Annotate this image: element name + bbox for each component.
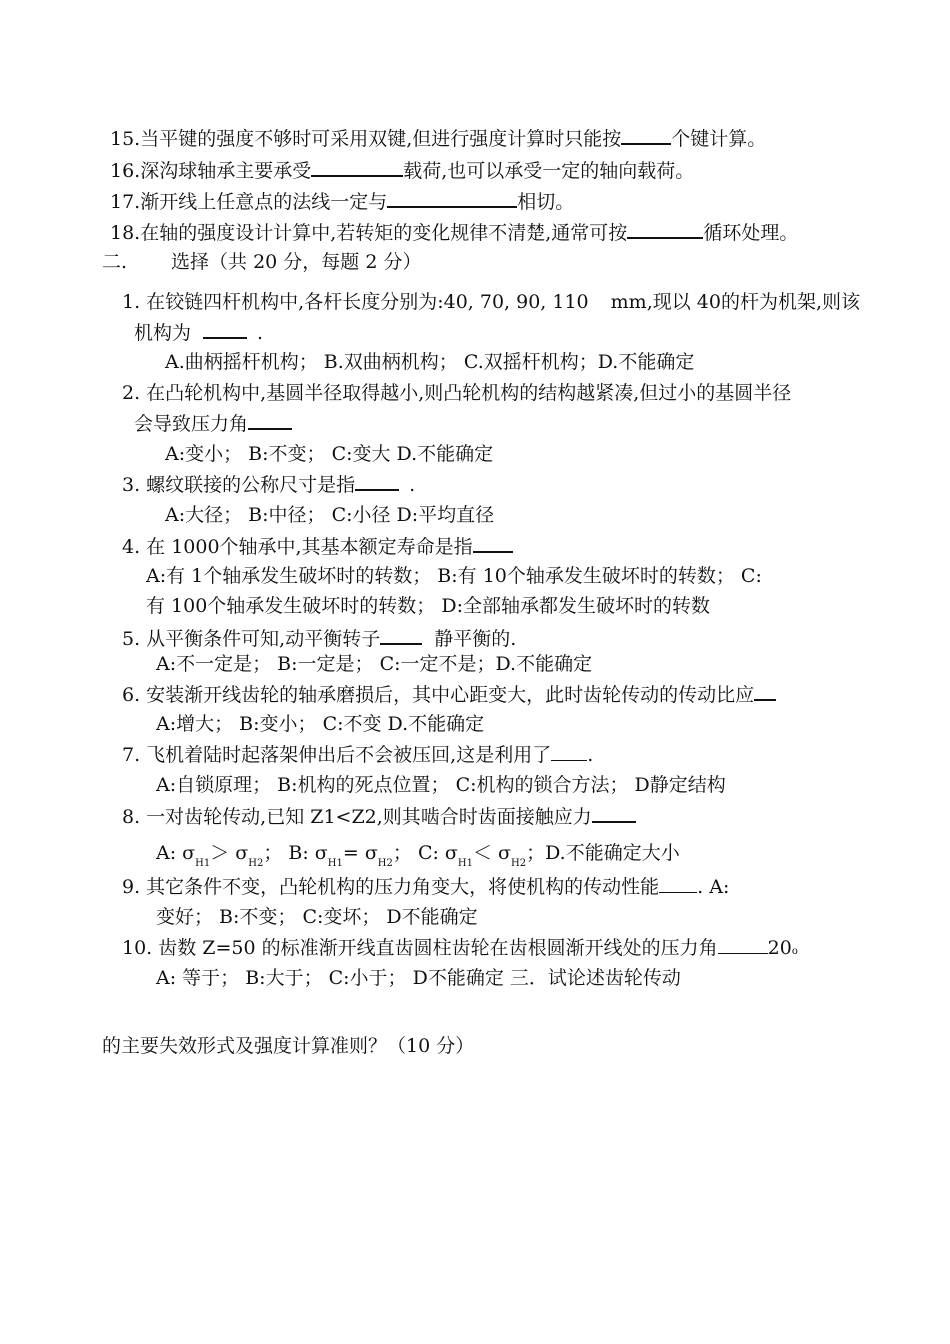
answer-blank[interactable] [355, 472, 399, 491]
subscript: H1 [457, 858, 473, 869]
question-text: 20 [767, 937, 792, 959]
answer-blank[interactable] [592, 804, 636, 823]
question-text: 会导致压力角 [134, 413, 249, 435]
question-17 [110, 189, 574, 214]
answer-blank[interactable] [627, 220, 703, 239]
question-text: 10. 齿数 Z=50 的标准渐开线直齿圆柱齿轮在齿根圆渐开线处的压力角 [122, 937, 718, 959]
question-text: 5. 从平衡条件可知,动平衡转子 [122, 628, 381, 650]
relation: ＜ σ [472, 842, 511, 864]
option-list: A:自锁原理； B:机构的死点位置； C:机构的锁合方法； D静定结构 [156, 774, 726, 796]
subscript: H2 [248, 858, 264, 869]
answer-blank[interactable] [718, 936, 768, 954]
question-16 [110, 158, 694, 183]
question-3-options [165, 503, 494, 527]
question-text: 15.当平键的强度不够时可采用双键,但进行强度计算时只能按 [110, 128, 622, 150]
answer-blank[interactable] [659, 875, 697, 893]
answer-blank[interactable] [551, 743, 587, 761]
question-text: 循环处理。 [703, 222, 799, 244]
subscript: H2 [377, 858, 393, 869]
question-10 [122, 936, 798, 964]
option-list: A:有 1个轴承发生破坏时的转数； B:有 10个轴承发生破坏时的转数； C: [146, 565, 762, 587]
question-text: 静平衡的. [434, 628, 517, 650]
subscript: H2 [511, 858, 527, 869]
option-list: A:大径； B:中径； C:小径 D:平均直径 [165, 504, 495, 526]
option-list: 有 100个轴承发生破坏时的转数； D:全部轴承都发生破坏时的转数 [146, 595, 710, 617]
question-4-options-1 [146, 564, 762, 588]
question-5-options [156, 652, 592, 676]
option-b: B: σ [288, 842, 328, 864]
question-2-options [165, 442, 493, 466]
question-text: 载荷,也可以承受一定的轴向载荷。 [403, 160, 695, 182]
question-text: 6. 安装渐开线齿轮的轴承磨损后，其中心距变大，此时齿轮传动的传动比应 [122, 684, 755, 706]
question-4 [122, 534, 513, 559]
subscript: H1 [327, 858, 343, 869]
question-5 [122, 626, 516, 651]
question-text: 相切。 [517, 191, 575, 213]
question-text: 18.在轴的强度设计计算中,若转矩的变化规律不清楚,通常可按 [110, 222, 628, 244]
option-d: D.不能确定大小 [545, 842, 680, 864]
question-2-line-2 [134, 411, 292, 436]
question-text: 9. 其它条件不变，凸轮机构的压力角变大，将使机构的传动性能 [122, 876, 660, 898]
answer-blank[interactable] [387, 189, 517, 208]
question-7: 7. 飞机着陆时起落架伸出后不会被压回,这是利用了 . [122, 744, 594, 766]
question-8-options: A: $\sigma_{H1}> \sigma_{H2}$； B: $\sigma_{H1}= \sigma_{H2}$； C: $\sigma_{H1}< \sigma_{H2}$；D.不能确定大小 [156, 842, 680, 869]
question-text: 现以 40的杆为机架,则该 [652, 291, 860, 313]
option-c: C: σ [417, 842, 458, 864]
question-4-options-2 [146, 594, 710, 618]
question-1-line-2 [134, 320, 263, 345]
option-a: A: σ [156, 842, 196, 864]
answer-blank[interactable] [311, 158, 403, 177]
question-text: 16.深沟球轴承主要承受 [110, 160, 312, 182]
question-text: 4. 在 1000个轴承中,其基本额定寿命是指 [122, 536, 473, 558]
option-list: A:增大； B:变小； C:不变 D.不能确定 [156, 713, 485, 735]
question-10-options [156, 966, 681, 990]
question-1 [122, 290, 860, 314]
degree-mark: o [791, 946, 798, 957]
question-text: 8. 一对齿轮传动,已知 Z1<Z2,则其啮合时齿面接触应力 [122, 806, 592, 828]
question-6-options [156, 712, 484, 736]
answer-blank[interactable] [621, 126, 671, 145]
section-number: 二. [102, 251, 128, 273]
option-list: A:不一定是； B:一定是； C:一定不是；D.不能确定 [156, 653, 593, 675]
answer-blank[interactable] [380, 626, 422, 645]
question-6 [122, 682, 776, 707]
question-18 [110, 220, 798, 245]
question-text: 个键计算。 [671, 128, 767, 150]
question-text: 17.渐开线上任意点的法线一定与 [110, 191, 388, 213]
relation: ＞ σ [210, 842, 249, 864]
question-1-options [165, 350, 694, 374]
question-7-options [156, 773, 726, 797]
answer-blank[interactable] [203, 320, 247, 339]
question-text: . A: [697, 876, 730, 898]
question-text: 1. 在铰链四杆机构中,各杆长度分别为:40, 70, 90, 110 [122, 291, 589, 313]
question-8 [122, 804, 636, 829]
question-15 [110, 126, 766, 151]
unit-label: mm, [610, 291, 653, 313]
answer-blank[interactable] [754, 682, 776, 701]
section-title: 选择（共 20 分，每题 2 分） [171, 251, 422, 273]
question-text: 7. 飞机着陆时起落架伸出后不会被压回,这是利用了 [122, 744, 552, 766]
question-text: . [409, 474, 416, 496]
option-list: A: 等于； B:大于； C:小于； D不能确定 三．试论述齿轮传动 [156, 967, 681, 989]
section-2-heading [102, 250, 421, 274]
subscript: H1 [195, 858, 211, 869]
answer-blank[interactable] [248, 411, 292, 430]
relation: = σ [342, 842, 378, 864]
question-3 [122, 472, 415, 497]
answer-blank[interactable] [473, 534, 513, 553]
question-text: 的主要失效形式及强度计算准则？（10 分） [102, 1035, 475, 1057]
question-text: 机构为 [134, 322, 192, 344]
question-text: . [257, 322, 264, 344]
option-list: A.曲柄摇杆机构； B.双曲柄机构； C.双摇杆机构；D.不能确定 [165, 351, 695, 373]
option-list: 变好； B:不变； C:变坏； D不能确定 [156, 906, 478, 928]
question-9-options [156, 905, 478, 929]
question-2 [122, 381, 791, 405]
question-text: 2. 在凸轮机构中,基圆半径取得越小,则凸轮机构的结构越紧凑,但过小的基圆半径 [122, 382, 792, 404]
question-9 [122, 875, 729, 899]
question-text: 3. 螺纹联接的公称尺寸是指 [122, 474, 356, 496]
option-list: A:变小； B:不变； C:变大 D.不能确定 [165, 443, 494, 465]
section-3-continued [102, 1034, 474, 1058]
